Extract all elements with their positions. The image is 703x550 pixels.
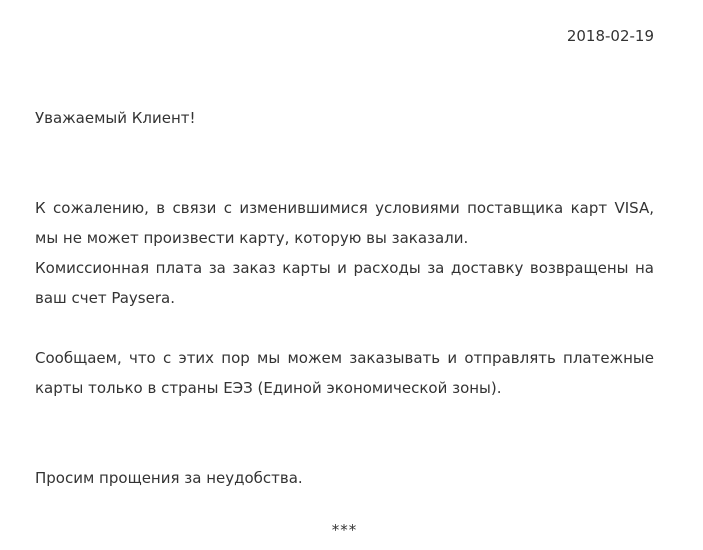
paragraph-card-not-produced: К сожалению, в связи с изменившимися условиями поставщика карт VISA, мы не может произвести карту, которую вы заказали. [35,199,654,247]
section-separator: *** [331,521,358,539]
letter-greeting: Уважаемый Клиент! [35,109,196,127]
letter-date: 2018-02-19 [566,27,654,45]
paragraph-refund-notice: Комиссионная плата за заказ карты и расходы за доставку возвращены на ваш счет Paysera. [35,259,654,307]
paragraph-eea-only: Сообщаем, что с этих пор мы можем заказывать и отправлять платежные карты только в страны ЕЭЗ (Единой экономической зоны). [35,349,654,397]
letter-closing: Просим прощения за неудобства. [35,469,303,487]
